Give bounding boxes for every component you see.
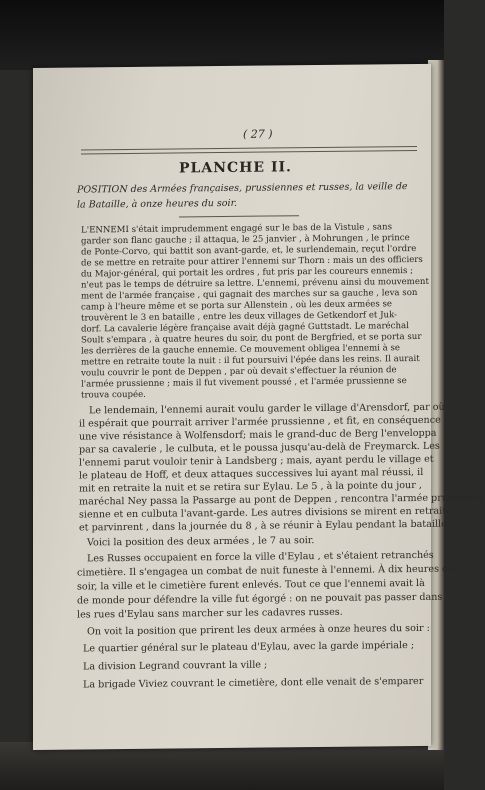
background-top xyxy=(0,0,444,70)
text-line: voulu couvrir le pont de Deppen , par où devait s'effectuer la réunion de xyxy=(81,365,397,379)
text-line: les derrières de la gauche ennemie. Ce mouvement obligea l'ennemi à se xyxy=(81,343,400,357)
text-line: le plateau de Hoff, et deux attaques successives lui ayant mal réussi, il xyxy=(79,466,424,482)
text-line: Soult s'empara , à quatre heures du soir, du pont de Bergfried, et se porta sur xyxy=(81,331,422,346)
text-line: cimetière. Il s'engagea un combat de nuit funeste à l'ennemi. À dix heures du xyxy=(77,563,455,579)
page-subtitle: POSITION des Armées françaises, prussiennes et russes, la veille de la Bataille, à onze heures du soir. xyxy=(77,181,408,211)
text-line: Voici la position des deux armées , le 7 au soir. xyxy=(87,535,315,549)
text-line: dorf. La cavalerie légère française avait déjà gagné Guttstadt. Le maréchal xyxy=(81,321,409,335)
text-line: de se mettre en retraite pour attirer l'ennemi sur Thorn : mais un des officiers xyxy=(81,254,423,269)
text-line: soir, la ville et le cimetière furent enlevés. Tout ce que l'ennemi avait là xyxy=(77,577,425,593)
text-line: camp à l'heure même et se porta sur Allenstein , où les deux armées se xyxy=(81,299,392,313)
text-line: l'ennemi parut vouloir tenir à Landsberg ; mais, ayant perdu le village et xyxy=(79,453,434,469)
text-line: et parvinrent , dans la journée du 8 , à se réunir à Eylau pendant la bataille. xyxy=(79,518,450,534)
list-item: La division Legrand couvrant la ville ; xyxy=(83,659,268,673)
text-line: L'ENNEMI s'était imprudemment engagé sur le bas de la Vistule , sans xyxy=(81,222,392,236)
text-line: ment de l'armée française , qui gagnait des marches sur sa gauche , leva son xyxy=(81,287,418,302)
text-line: mettre en retraite toute la nuit : il fut poursuivi l'épée dans les reins. Il aurait xyxy=(81,353,420,368)
text-line: de monde pour défendre la ville fut égorgé : on ne pouvait pas passer dans xyxy=(77,591,443,607)
text-line: mit en retraite la nuit et se retira sur Eylau. Le 5 , à la pointe du jour , xyxy=(79,479,422,495)
text-line: trouvèrent le 3 en bataille , entre les deux villages de Getkendorf et Juk- xyxy=(81,310,398,324)
page-content xyxy=(75,64,485,750)
text-line: Le lendemain, l'ennemi aurait voulu garder le village d'Arensdorf, par où xyxy=(89,401,445,417)
text-line: sienne et en culbuta l'avant-garde. Les autres divisions se mirent en retraite xyxy=(79,505,452,521)
header-rule-bottom xyxy=(81,150,417,155)
text-line: du Major-général, qui portait les ordres , fut pris par les coureurs ennemis ; xyxy=(81,266,414,280)
text-line: garder son flanc gauche ; il attaqua, le 25 janvier , à Mohrungen , le prince xyxy=(81,233,410,247)
text-line: Les Russes occupaient en force la ville d'Eylau , et s'étaient retranchés xyxy=(87,549,434,565)
text-line: On voit la position que prirent les deux armées à onze heures du soir : xyxy=(87,622,430,638)
page-title: PLANCHE II. xyxy=(179,159,292,177)
text-line: de Ponte-Corvo, qui battit son avant-garde, et, le surlendemain, reçut l'ordre xyxy=(81,243,417,258)
text-line: l'armée prussienne ; mais il fut vivement poussé , et l'armée prussienne se xyxy=(81,376,407,390)
text-line: maréchal Ney passa la Passarge au pont de Deppen , rencontra l'armée prussienne xyxy=(79,492,485,508)
text-line: il espérait que pourrait arriver l'armée prussienne , et fit, en conséquence xyxy=(79,414,441,430)
text-line: n'eut pas le temps de détruire sa lettre. L'ennemi, prévenu ainsi du mouvement xyxy=(81,276,429,291)
page-number: ( 27 ) xyxy=(243,127,273,141)
text-line: les rues d'Eylau sans marcher sur les cadavres russes. xyxy=(77,606,343,621)
text-line: par sa cavalerie , le culbuta, et le poussa jusqu'au-delà de Freymarck. Les xyxy=(79,440,440,456)
list-item: La brigade Viviez couvrant le cimetière, dont elle venait de s'emparer xyxy=(83,675,424,691)
book-page xyxy=(33,64,485,750)
text-line: trouva coupée. xyxy=(81,389,146,401)
list-item: Le quartier général sur le plateau d'Eylau, avec la garde impériale ; xyxy=(83,640,415,655)
text-line: une vive résistance à Wolfensdorf; mais le grand-duc de Berg l'enveloppa xyxy=(79,427,437,443)
title-separator xyxy=(179,215,299,217)
